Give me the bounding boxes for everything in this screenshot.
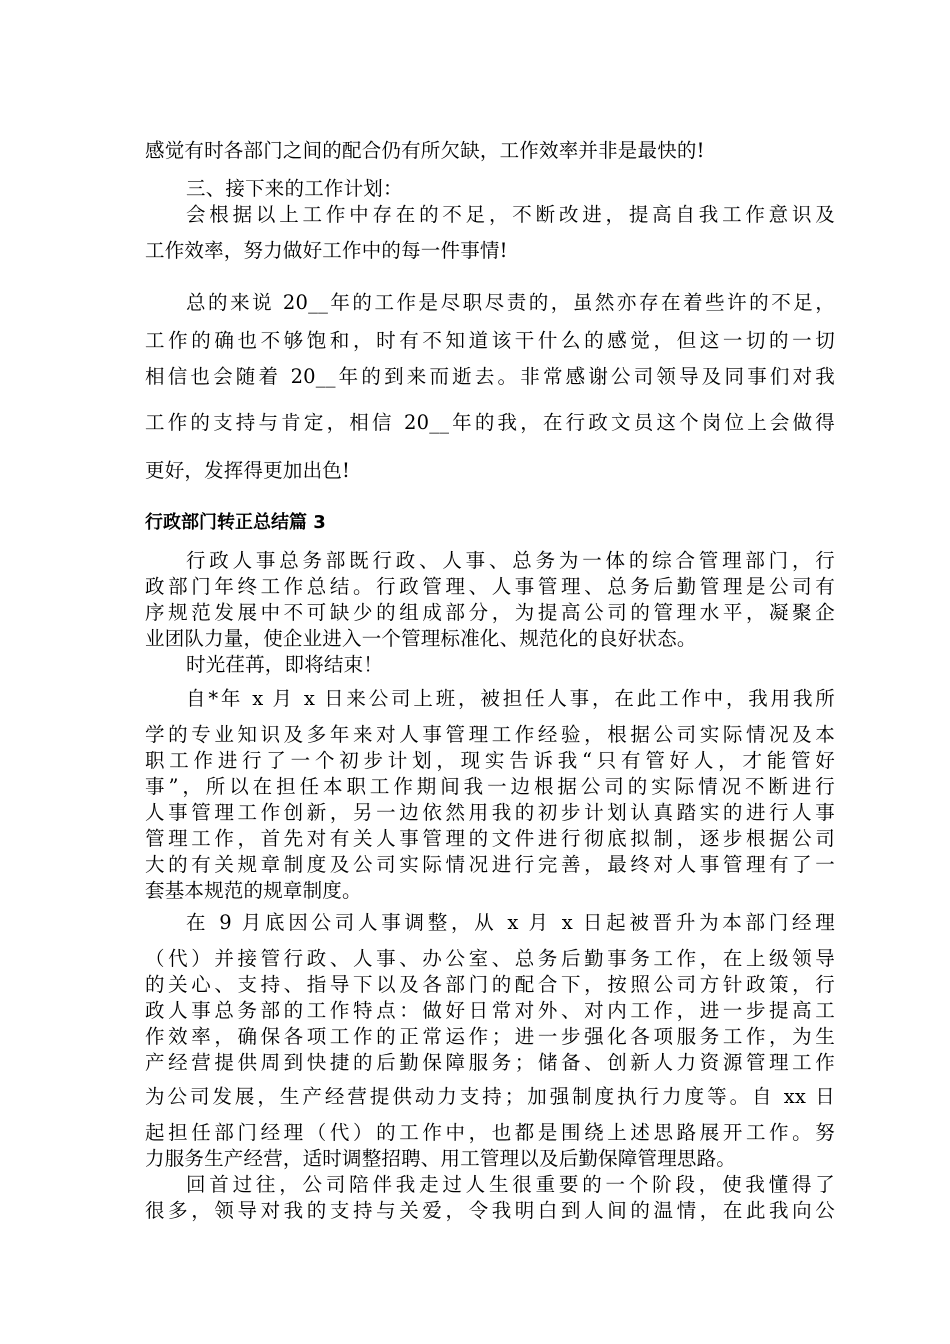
- text-line: 在 9 月底因公司人事调整，从 x 月 x 日起被晋升为本部门经理: [186, 911, 835, 934]
- text-line: 总的来说 20__年的工作是尽职尽责的，虽然亦存在着些许的不足，: [186, 291, 835, 314]
- section-heading: 行政部门转正总结篇 3: [145, 512, 326, 533]
- text-line: 管理工作，首先对有关人事管理的文件进行彻底拟制，逐步根据公司: [145, 827, 835, 850]
- text-line: 更好，发挥得更加出色!: [145, 459, 351, 482]
- text-line: 产经营提供周到快捷的后勤保障服务；储备、创新人力资源管理工作: [145, 1051, 835, 1074]
- text-line: 感觉有时各部门之间的配合仍有所欠缺，工作效率并非是最快的!: [145, 139, 705, 162]
- text-line: 政人事总务部的工作特点：做好日常对外、对内工作，进一步提高工: [145, 999, 835, 1022]
- text-line: 的关心、支持、指导下以及各部门的配合下，按照公司方针政策，行: [145, 973, 835, 996]
- text-line: 起担任部门经理（代）的工作中，也都是围绕上述思路展开工作。努: [145, 1121, 835, 1144]
- text-line: 作效率，确保各项工作的正常运作；进一步强化各项服务工作，为生: [145, 1025, 835, 1048]
- text-line: 很多，领导对我的支持与关爱，令我明白到人间的温情，在此我向公: [145, 1199, 835, 1222]
- text-line: 职工作进行了一个初步计划，现实告诉我“只有管好人，才能管好: [145, 749, 835, 772]
- text-line: 工作的确也不够饱和，时有不知道该干什么的感觉，但这一切的一切: [145, 329, 835, 352]
- text-line: 学的专业知识及多年来对人事管理工作经验，根据公司实际情况及本: [145, 723, 835, 746]
- text-line: 工作的支持与肯定，相信 20__年的我，在行政文员这个岗位上会做得: [145, 411, 835, 434]
- text-line: 自*年 x 月 x 日来公司上班，被担任人事，在此工作中，我用我所: [186, 687, 835, 710]
- text-line: 为公司发展，生产经营提供动力支持；加强制度执行力度等。自 xx 日: [145, 1085, 835, 1108]
- text-line: 业团队力量，使企业进入一个管理标准化、规范化的良好状态。: [145, 627, 697, 650]
- text-line: 力服务生产经营，适时调整招聘、用工管理以及后勤保障管理思路。: [145, 1147, 737, 1170]
- text-line: 行政人事总务部既行政、人事、总务为一体的综合管理部门，行: [186, 549, 835, 572]
- text-line: 事”，所以在担任本职工作期间我一边根据公司的实际情况不断进行: [145, 775, 835, 798]
- text-line: 工作效率，努力做好工作中的每一件事情!: [145, 239, 508, 262]
- section-title: 三、接下来的工作计划：: [186, 177, 403, 200]
- text-line: 人事管理工作创新，另一边依然用我的初步计划认真踏实的进行人事: [145, 801, 835, 824]
- text-line: 回首过往，公司陪伴我走过人生很重要的一个阶段，使我懂得了: [186, 1173, 835, 1196]
- text-line: 政部门年终工作总结。行政管理、人事管理、总务后勤管理是公司有: [145, 575, 835, 598]
- text-line: 序规范发展中不可缺少的组成部分，为提高公司的管理水平，凝聚企: [145, 601, 835, 624]
- text-line: 套基本规范的规章制度。: [145, 879, 362, 902]
- text-line: 时光荏苒，即将结束！: [186, 653, 384, 676]
- text-line: 大的有关规章制度及公司实际情况进行完善，最终对人事管理有了一: [145, 853, 835, 876]
- text-line: 相信也会随着 20__年的到来而逝去。非常感谢公司领导及同事们对我: [145, 365, 835, 388]
- text-line: 会根据以上工作中存在的不足，不断改进，提高自我工作意识及: [186, 203, 835, 226]
- text-line: （代）并接管行政、人事、办公室、总务后勤事务工作，在上级领导: [145, 947, 835, 970]
